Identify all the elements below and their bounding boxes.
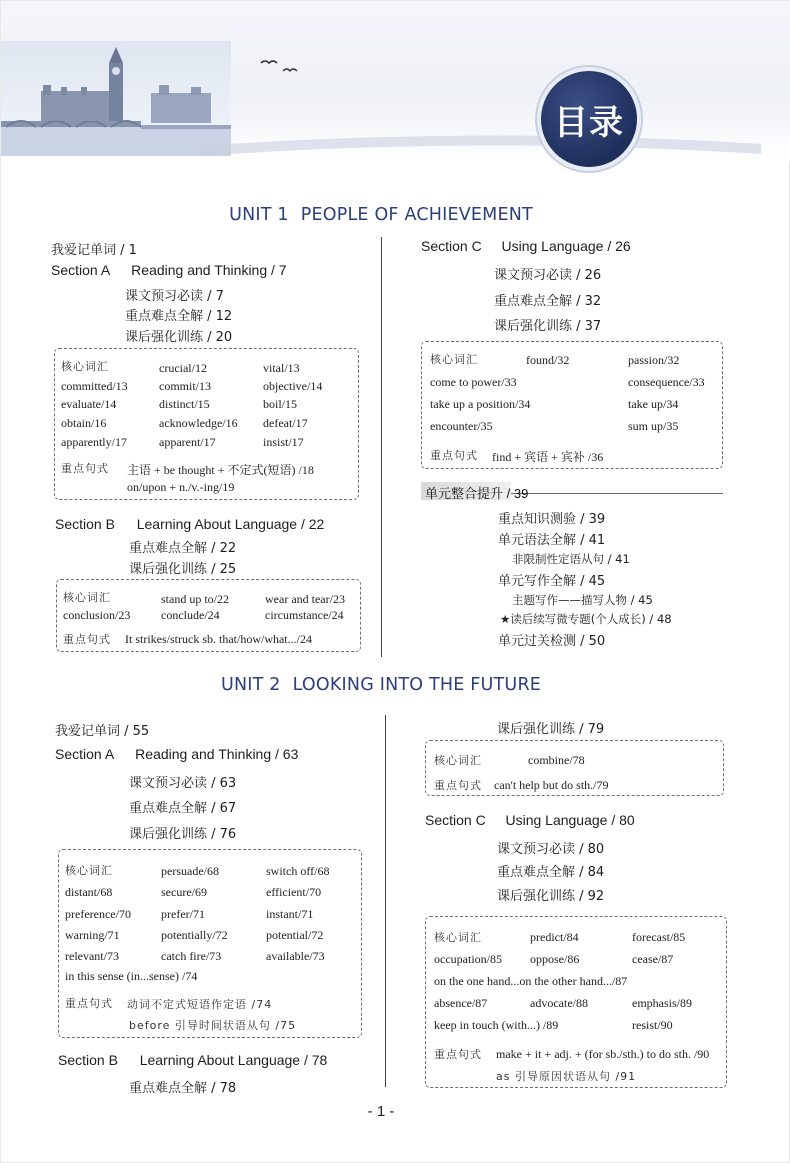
section-label: Section A [55, 746, 114, 762]
key-sentence[interactable]: make + it + adj. + (for sb./sth.) to do sth. /90 [496, 1047, 710, 1061]
unit2-sectionB-keypoints-box [425, 740, 724, 796]
keyword[interactable]: prefer/71 [161, 907, 205, 921]
unit1-sectionC-keypoints-box [421, 341, 723, 469]
page-number: - 1 - [367, 1103, 395, 1120]
header-banner [1, 1, 790, 161]
keyword[interactable]: predict/84 [530, 930, 579, 944]
unit1-sectionA-heading[interactable] [51, 262, 287, 278]
toc-subitem[interactable]: 主题写作——描写人物 / 45 [512, 593, 653, 607]
toc-item[interactable]: 课文预习必读 / 80 [497, 842, 605, 857]
keyword[interactable]: obtain/16 [61, 416, 107, 430]
words-label: 核心词汇 [63, 591, 111, 604]
birds-icon [259, 57, 299, 77]
section-label: Section B [58, 1052, 118, 1068]
unit1-sectionC-heading[interactable] [421, 238, 631, 254]
keyword[interactable]: in this sense (in...sense) /74 [65, 969, 198, 983]
keyword[interactable]: switch off/68 [266, 864, 330, 878]
toc-item[interactable]: 课文预习必读 / 7 [125, 289, 224, 304]
section-name: Using Language / 80 [505, 812, 635, 828]
keyword[interactable]: available/73 [266, 949, 325, 963]
toc-item[interactable]: 重点难点全解 / 32 [494, 294, 602, 309]
sentences-label: 重点句式 [61, 462, 109, 475]
toc-item[interactable]: 课后强化训练 / 76 [129, 827, 237, 842]
toc-item[interactable]: 课后强化训练 / 20 [125, 330, 233, 345]
keyword[interactable]: apparently/17 [61, 435, 127, 449]
keyword[interactable]: acknowledge/16 [159, 416, 238, 430]
sentences-label: 重点句式 [434, 779, 482, 792]
keyword[interactable]: objective/14 [263, 379, 323, 393]
toc-item[interactable]: 重点难点全解 / 22 [129, 541, 237, 556]
keyword[interactable]: encounter/35 [430, 419, 493, 433]
toc-item[interactable]: 课后强化训练 / 25 [129, 562, 237, 577]
toc-item[interactable]: 重点难点全解 / 12 [125, 309, 233, 324]
section-name: Using Language / 26 [501, 238, 631, 254]
words-label: 核心词汇 [430, 353, 478, 366]
toc-item[interactable]: 单元过关检测 / 50 [498, 634, 606, 649]
section-label: Section C [425, 812, 486, 828]
london-skyline-illustration [1, 41, 231, 156]
keyword[interactable]: take up/34 [628, 397, 679, 411]
keyword[interactable]: vital/13 [263, 361, 300, 375]
keyword[interactable]: sum up/35 [628, 419, 679, 433]
toc-item[interactable]: 课后强化训练 / 79 [497, 722, 605, 737]
unit2-title-name: LOOKING INTO THE FUTURE [292, 675, 542, 695]
keyword[interactable]: circumstance/24 [265, 608, 344, 622]
keyword[interactable]: relevant/73 [65, 949, 119, 963]
key-sentence[interactable]: 主语 + be thought + 不定式(短语) /18 [127, 463, 314, 477]
keyword[interactable]: consequence/33 [628, 375, 705, 389]
keyword[interactable]: warning/71 [65, 928, 120, 942]
keyword[interactable]: conclusion/23 [63, 608, 131, 622]
keyword[interactable]: efficient/70 [266, 885, 322, 899]
key-sentence[interactable]: 动词不定式短语作定语 /74 [127, 998, 273, 1011]
keyword[interactable]: emphasis/89 [632, 996, 692, 1010]
words-label: 核心词汇 [434, 754, 482, 767]
toc-item[interactable]: 课后强化训练 / 92 [497, 889, 605, 904]
toc-item[interactable]: 单元语法全解 / 41 [498, 533, 606, 548]
key-sentence[interactable]: as 引导原因状语从句 /91 [496, 1070, 637, 1083]
unit1-title-name: PEOPLE OF ACHIEVEMENT [300, 205, 533, 225]
keyword[interactable]: secure/69 [161, 885, 207, 899]
keyword[interactable]: crucial/12 [159, 361, 207, 375]
toc-item[interactable]: 重点难点全解 / 84 [497, 865, 605, 880]
keyword[interactable]: boil/15 [263, 397, 298, 411]
section-label: Section B [55, 516, 115, 532]
sentences-label: 重点句式 [63, 633, 111, 646]
banner-sweep-decoration [201, 121, 761, 161]
keyword[interactable]: catch fire/73 [161, 949, 222, 963]
toc-item[interactable]: 课文预习必读 / 26 [494, 268, 602, 283]
keyword[interactable]: resist/90 [632, 1018, 673, 1032]
unit2-sectionB-heading[interactable] [58, 1052, 327, 1068]
words-label: 核心词汇 [434, 931, 482, 944]
unit2-sectionC-heading[interactable] [425, 812, 635, 828]
keyword[interactable]: conclude/24 [161, 608, 220, 622]
unit1-title[interactable] [1, 205, 761, 225]
keyword[interactable]: keep in touch (with...) /89 [434, 1018, 559, 1032]
keyword[interactable]: take up a position/34 [430, 397, 531, 411]
key-sentence[interactable]: before 引导时间状语从句 /75 [129, 1019, 297, 1032]
keyword[interactable]: evaluate/14 [61, 397, 117, 411]
keyword[interactable]: instant/71 [266, 907, 314, 921]
unit2-vocab-link[interactable]: 我爱记单词 / 55 [55, 724, 150, 739]
keyword[interactable]: cease/87 [632, 952, 674, 966]
review-header-rule [511, 493, 723, 494]
unit1-title-number: UNIT 1 [229, 205, 289, 225]
key-sentence[interactable]: can't help but do sth./79 [494, 778, 609, 792]
unit2-sectionA-keypoints-box [58, 849, 362, 1038]
keyword[interactable]: advocate/88 [530, 996, 588, 1010]
keyword[interactable]: occupation/85 [434, 952, 502, 966]
keyword[interactable]: insist/17 [263, 435, 304, 449]
keyword[interactable]: defeat/17 [263, 416, 308, 430]
unit2-sectionC-keypoints-box [425, 916, 727, 1088]
keyword[interactable]: found/32 [526, 353, 570, 367]
keyword[interactable]: wear and tear/23 [265, 592, 345, 606]
toc-subitem[interactable]: 非限制性定语从句 / 41 [512, 552, 630, 566]
unit2-sectionA-heading[interactable] [55, 746, 298, 762]
unit1-sectionA-keypoints-box [54, 348, 359, 500]
words-label: 核心词汇 [61, 360, 109, 373]
unit1-sectionB-keypoints-box [56, 579, 361, 652]
keyword[interactable]: distinct/15 [159, 397, 210, 411]
toc-badge [537, 67, 641, 171]
keyword[interactable]: committed/13 [61, 379, 128, 393]
section-name: Learning About Language / 22 [136, 516, 325, 532]
section-label: Section A [51, 262, 110, 278]
keyword[interactable]: passion/32 [628, 353, 680, 367]
key-sentence[interactable]: It strikes/struck sb. that/how/what.../24 [125, 632, 312, 646]
keyword[interactable]: apparent/17 [159, 435, 216, 449]
keyword[interactable]: come to power/33 [430, 375, 517, 389]
section-name: Reading and Thinking / 7 [131, 262, 287, 278]
unit1-vocab-link[interactable]: 我爱记单词 / 1 [51, 243, 137, 258]
keyword[interactable]: absence/87 [434, 996, 488, 1010]
unit1-sectionB-heading[interactable] [55, 516, 324, 532]
keyword[interactable]: potentially/72 [161, 928, 228, 942]
section-name: Learning About Language / 78 [139, 1052, 328, 1068]
unit1-column-divider [381, 237, 382, 657]
toc-item[interactable]: 重点难点全解 / 78 [129, 1081, 237, 1096]
toc-badge-label: 目录 [554, 102, 624, 143]
keyword[interactable]: distant/68 [65, 885, 113, 899]
key-sentence[interactable]: find + 宾语 + 宾补 /36 [492, 450, 604, 464]
sentences-label: 重点句式 [65, 997, 113, 1010]
unit2-title-number: UNIT 2 [220, 675, 281, 695]
keyword[interactable]: on the one hand...on the other hand.../87 [434, 974, 628, 988]
keyword[interactable]: oppose/86 [530, 952, 580, 966]
unit2-column-divider [385, 715, 386, 1087]
words-label: 核心词汇 [65, 864, 113, 877]
keyword[interactable]: stand up to/22 [161, 592, 229, 606]
toc-item[interactable]: 重点难点全解 / 67 [129, 801, 237, 816]
section-name: Reading and Thinking / 63 [135, 746, 299, 762]
unit2-title[interactable] [1, 675, 761, 695]
toc-item[interactable]: 重点知识测验 / 39 [498, 512, 606, 527]
keyword[interactable]: potential/72 [266, 928, 324, 942]
toc-item[interactable]: 单元写作全解 / 45 [498, 574, 606, 589]
sentences-label: 重点句式 [434, 1048, 482, 1061]
toc-subitem-special[interactable]: ★读后续写微专题(个人成长) / 48 [500, 612, 672, 626]
sentences-label: 重点句式 [430, 449, 478, 462]
toc-item[interactable]: 课文预习必读 / 63 [129, 776, 237, 791]
keyword[interactable]: forecast/85 [632, 930, 686, 944]
review-title: 单元整合提升 / 39 [425, 486, 529, 501]
keyword[interactable]: combine/78 [528, 753, 585, 767]
key-sentence[interactable]: on/upon + n./v.-ing/19 [127, 480, 235, 494]
section-label: Section C [421, 238, 482, 254]
keyword[interactable]: preference/70 [65, 907, 131, 921]
unit1-review-header[interactable] [421, 482, 723, 500]
keyword[interactable]: commit/13 [159, 379, 211, 393]
toc-item[interactable]: 课后强化训练 / 37 [494, 319, 602, 334]
keyword[interactable]: persuade/68 [161, 864, 219, 878]
